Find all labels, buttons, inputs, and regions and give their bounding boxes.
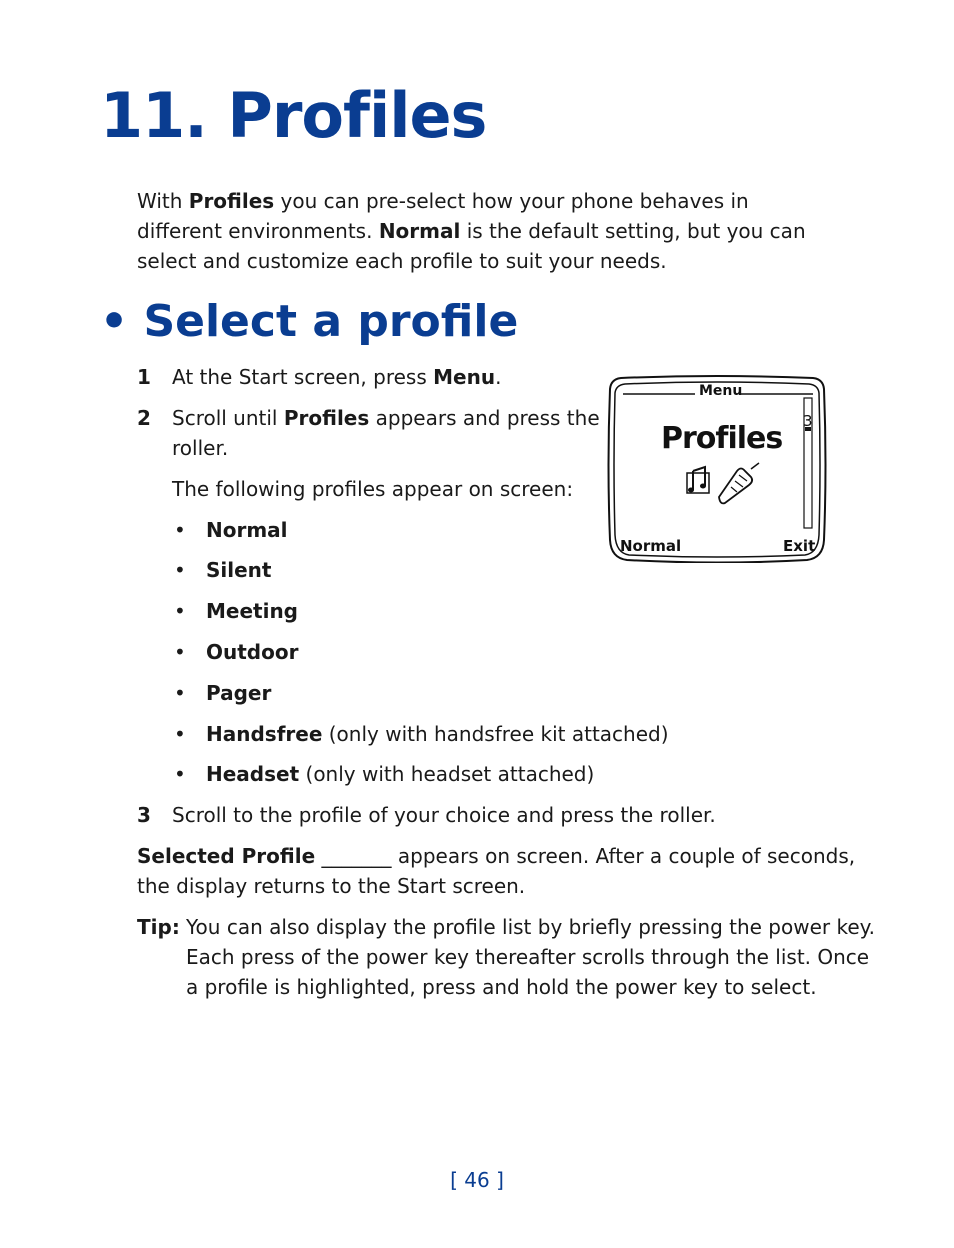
step-text: At the Start screen, press Menu.	[172, 365, 502, 389]
bullet-icon: •	[174, 599, 186, 623]
bullet-icon: •	[174, 762, 186, 786]
tip-block	[137, 912, 875, 1004]
step-3	[137, 800, 837, 830]
step-text: Scroll to the profile of your choice and press the roller.	[172, 803, 716, 827]
step-number: 3	[137, 803, 151, 827]
phone-screen-frame	[607, 375, 827, 563]
step-2	[137, 403, 600, 463]
tip-text: You can also display the profile list by briefly pressing the power key. Each press of the power key thereafter scrolls through the list. Once a profile is highlighted, press and hold the power key to select.	[186, 915, 875, 999]
chapter-title: 11. Profiles	[100, 79, 487, 152]
phone-right-softkey: Exit	[783, 537, 816, 555]
bullet-icon: •	[174, 518, 186, 542]
bullet-icon: •	[174, 722, 186, 746]
bullet-icon: •	[174, 681, 186, 705]
step-text: Scroll until Profiles appears and press the	[172, 406, 600, 430]
bullet-icon: •	[174, 640, 186, 664]
tip-label: Tip:	[137, 915, 180, 939]
phone-menu-header: Menu	[699, 383, 743, 399]
step-number: 2	[137, 406, 151, 430]
profiles-intro: The following profiles appear on screen:	[172, 477, 574, 501]
bullet-icon: •	[174, 558, 186, 582]
intro-paragraph: With Profiles you can pre-select how your phone behaves in different environments. Normal is the default setting, but you can select and customize each profile to suit your needs.	[137, 189, 806, 273]
phone-left-softkey: Normal	[620, 537, 682, 555]
phone-menu-number: 3	[803, 412, 813, 430]
phone-screen-title: Profiles	[661, 421, 783, 456]
profiles-music-phone-icon	[687, 463, 759, 503]
step-number: 1	[137, 365, 151, 389]
selected-profile-paragraph: Selected Profile _______ appears on screen. After a couple of seconds, the display returns to the Start screen.	[137, 844, 856, 898]
step-1	[137, 362, 597, 392]
section-title: • Select a profile	[100, 296, 519, 347]
phone-screen-illustration	[607, 375, 827, 563]
step-text-continued: roller.	[172, 436, 229, 460]
page-number: [ 46 ]	[450, 1168, 504, 1192]
